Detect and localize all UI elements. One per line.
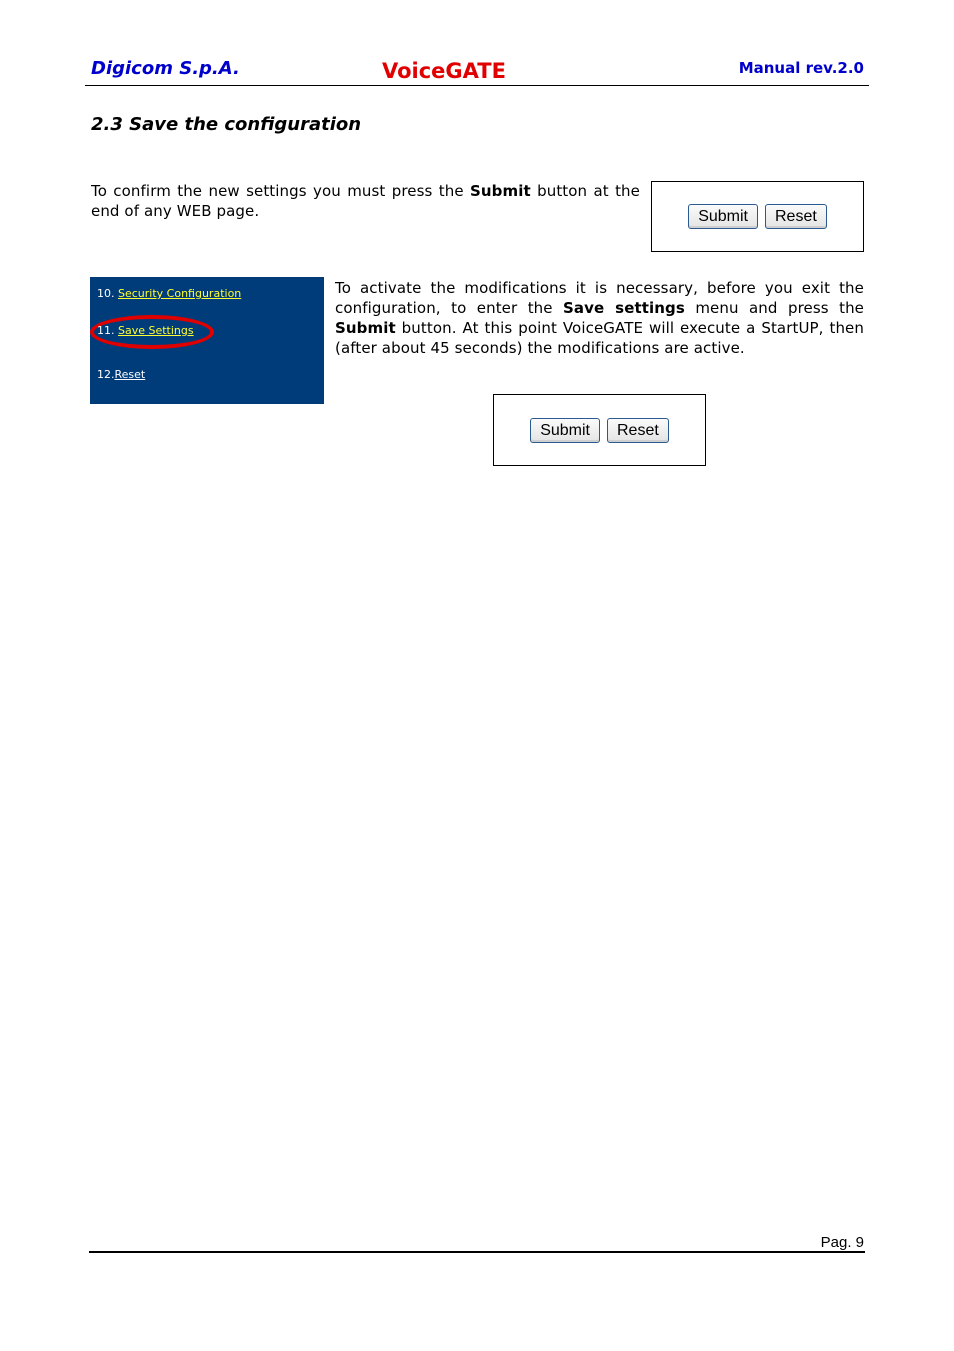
config-menu-figure (90, 277, 324, 404)
menu-link-security-configuration[interactable]: Security Configuration (118, 287, 242, 300)
form-buttons-figure-1 (651, 181, 864, 252)
paragraph-activate-modifications: To activate the modifications it is necessary, before you exit the configuration, to enter the Save settings menu and press the Submit button. At this point VoiceGATE will execute a StartUP, then (after about 45 seconds) the modifications are active. (335, 279, 865, 357)
menu-item-security-configuration[interactable] (97, 287, 241, 300)
paragraph-confirm-settings: To confirm the new settings you must press the Submit button at the end of any WEB page. (91, 182, 640, 220)
menu-link-reset[interactable]: Reset (114, 368, 146, 381)
product-name: VoiceGATE (382, 59, 506, 83)
header-divider (85, 85, 869, 86)
manual-revision: Manual rev.2.0 (738, 59, 864, 77)
menu-item-number: 12. (97, 368, 115, 381)
menu-item-number: 11. (97, 324, 115, 337)
menu-item-save-settings[interactable] (97, 324, 194, 337)
company-name: Digicom S.p.A. (91, 58, 240, 79)
page-number: Pag. 9 (820, 1234, 864, 1251)
reset-button[interactable]: Reset (607, 418, 669, 443)
menu-item-reset[interactable] (97, 368, 145, 381)
section-title: 2.3 Save the configuration (91, 114, 362, 135)
submit-button[interactable]: Submit (530, 418, 600, 443)
submit-button[interactable]: Submit (688, 204, 758, 229)
footer-divider (89, 1251, 865, 1253)
reset-button[interactable]: Reset (765, 204, 827, 229)
menu-link-save-settings[interactable]: Save Settings (118, 324, 194, 337)
form-buttons-figure-2 (493, 394, 706, 466)
menu-item-number: 10. (97, 287, 115, 300)
